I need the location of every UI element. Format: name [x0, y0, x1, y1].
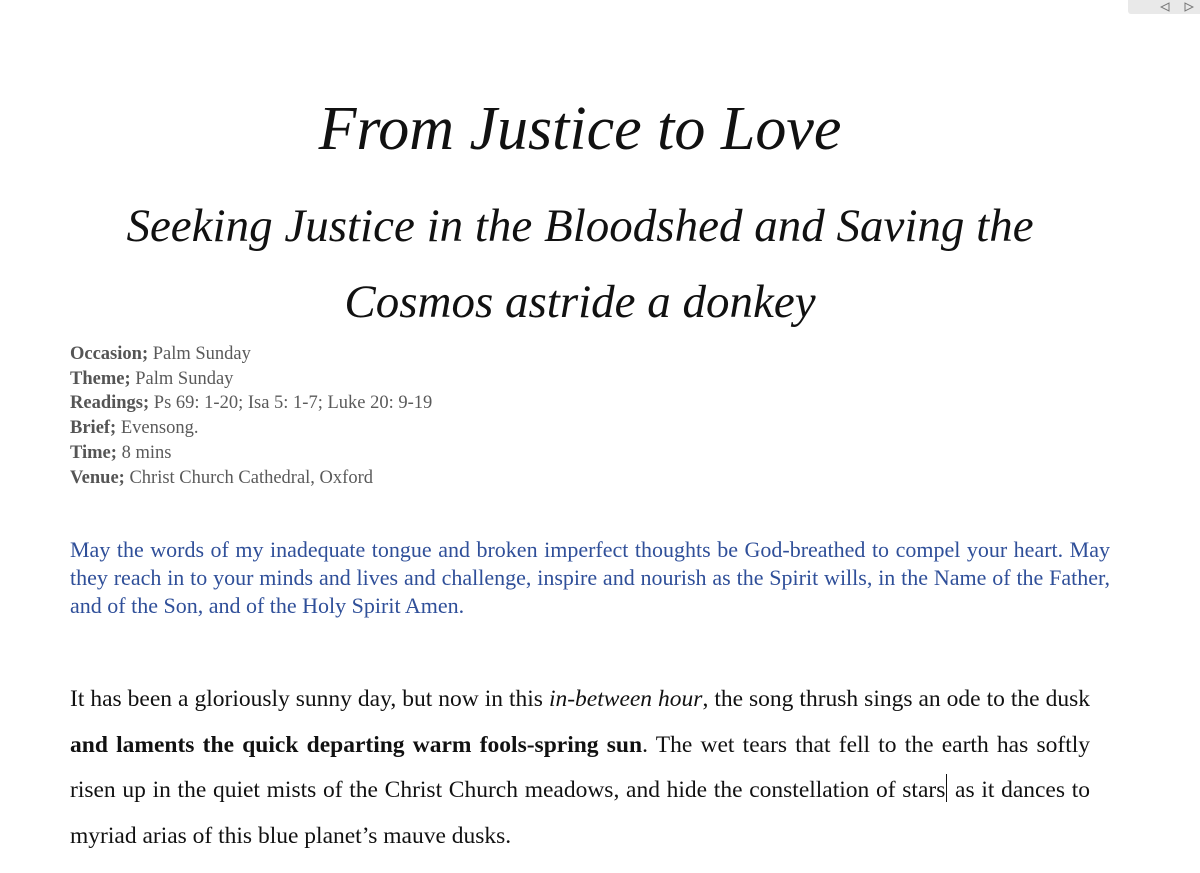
paragraph-text-1: It has been a gloriously sunny day, but now in this	[70, 686, 549, 712]
venue-label: Venue;	[70, 467, 125, 488]
time-row	[70, 441, 432, 466]
occasion-value: Palm Sunday	[148, 344, 251, 364]
opening-prayer: May the words of my inadequate tongue and broken imperfect thoughts be God-breathed to compel your heart. May they reach in to your minds and lives and challenge, inspire and nourish as the Spirit wills, in the Name of the Father, and of the Son, and of the Holy Spirit Amen.	[70, 537, 1110, 618]
theme-row	[70, 367, 432, 392]
paragraph-text-4: as it dances to myriad arias of this blue planet’s mauve dusks.	[70, 777, 1090, 849]
brief-row	[70, 416, 432, 441]
paragraph-bold-phrase: and laments the quick departing warm fools-spring sun	[70, 731, 643, 758]
occasion-row	[70, 342, 432, 367]
theme-label: Theme;	[70, 368, 131, 389]
paragraph-italic-phrase: in-between hour	[548, 686, 703, 712]
sermon-details	[70, 342, 432, 490]
venue-value: Christ Church Cathedral, Oxford	[124, 467, 373, 488]
page-nav	[1128, 0, 1200, 14]
venue-row	[70, 466, 432, 491]
paragraph-text-2: , the song thrush sings an ode to the dusk	[702, 686, 1091, 712]
brief-value: Evensong.	[116, 418, 199, 439]
paragraph-text-3: . The wet tears that fell to the earth has softly risen up in the quiet mists of the Christ Church meadows, and hide the constellation of stars	[70, 731, 1091, 803]
theme-value: Palm Sunday	[130, 368, 234, 389]
time-label: Time;	[70, 442, 117, 463]
sermon-paragraph[interactable]	[70, 677, 1090, 859]
readings-label: Readings;	[70, 393, 150, 414]
document-subtitle: Seeking Justice in the Bloodshed and Saving the Cosmos astride a donkey	[126, 200, 1034, 328]
occasion-label: Occasion;	[70, 344, 149, 364]
readings-value: Ps 69: 1-20; Isa 5: 1-7; Luke 20: 9-19	[149, 393, 433, 414]
previous-page-icon[interactable]	[1160, 2, 1170, 12]
readings-row	[70, 391, 432, 416]
next-page-icon[interactable]	[1184, 2, 1194, 12]
document-title: From Justice to Love	[318, 95, 842, 163]
brief-label: Brief;	[70, 418, 117, 439]
time-value: 8 mins	[116, 442, 172, 463]
